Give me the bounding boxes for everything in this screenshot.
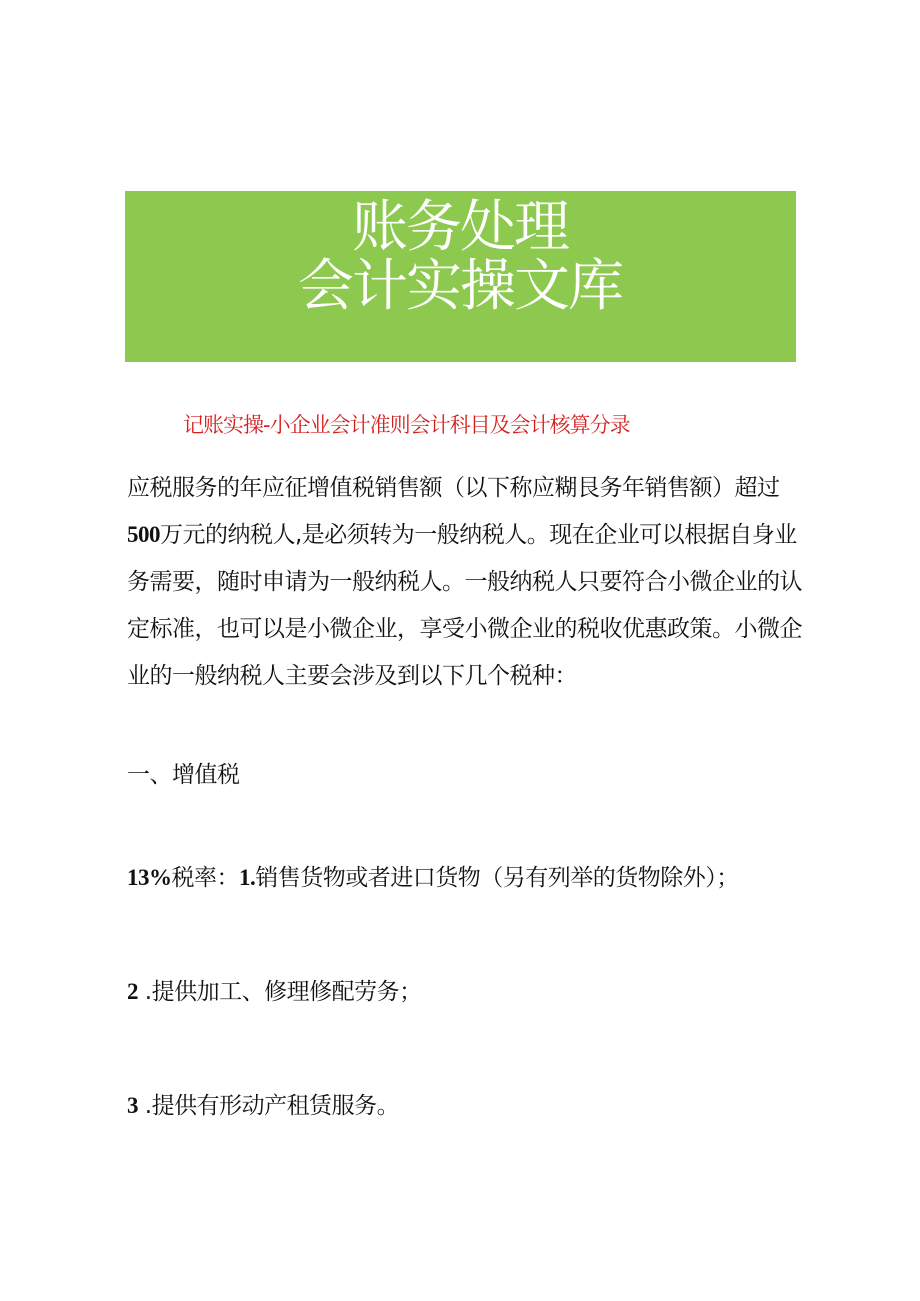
intro-line-1: 应税服务的年应征增值税销售额（以下称应糊艮务年销售额）超过 <box>127 475 780 501</box>
rate-label: 税率： <box>171 865 239 891</box>
intro-line-5: 业的一般纳税人主要会涉及到以下几个税种： <box>127 663 577 689</box>
intro-line-2 <box>127 519 797 551</box>
intro-number: 500 <box>127 522 160 547</box>
intro-line-2-text: 万元的纳税人,是必须转为一般纳税人。现在企业可以根据自身业 <box>160 522 797 548</box>
item-3-text: .提供有形动产租赁服务。 <box>138 1093 400 1119</box>
item-3-number: 3 <box>127 1093 138 1118</box>
item-1-text: 销售货物或者进口货物（另有列举的货物除外）； <box>255 865 739 891</box>
rate-number: 13% <box>127 865 172 890</box>
banner-title-line-1: 账务处理 <box>352 195 568 260</box>
section-heading-vat: 一、增值税 <box>127 762 240 788</box>
rate-line <box>127 862 739 894</box>
item-3-line <box>127 1090 399 1122</box>
item-2-number: 2 <box>127 979 138 1004</box>
document-title: 记账实操-小企业会计准则会计科目及会计核算分录 <box>183 413 630 437</box>
item-2-text: .提供加工、修理修配劳务； <box>138 979 422 1005</box>
banner-title-line-2: 会计实操文库 <box>298 254 622 319</box>
intro-line-3: 务需要，随时申请为一般纳税人。一般纳税人只要符合小微企业的认 <box>127 569 802 595</box>
item-2-line <box>127 976 422 1008</box>
item-1-number: 1. <box>239 865 256 890</box>
intro-line-4: 定标准，也可以是小微企业，享受小微企业的税收优惠政策。小微企 <box>127 616 802 642</box>
